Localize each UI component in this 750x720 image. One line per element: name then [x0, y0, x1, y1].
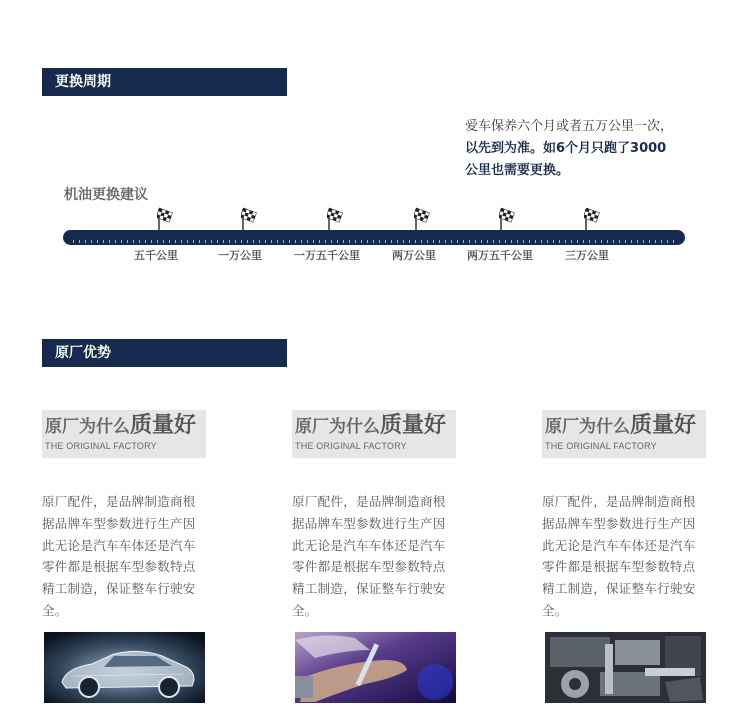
text-line: 原厂配件，是品牌制造商根 — [292, 494, 446, 509]
checkered-flag-icon — [584, 207, 604, 231]
timeline-title: 机油更换建议 — [64, 187, 148, 203]
text-line: 精工制造，保证整车行驶安全。 — [292, 581, 446, 618]
text-line: 零件都是根据车型参数特点 — [542, 559, 696, 575]
text-line: 零件都是根据车型参数特点 — [42, 559, 196, 575]
timeline-ticks — [73, 240, 675, 243]
milestone-label: 一万五千公里 — [294, 249, 360, 262]
text-line: 据品牌车型参数进行生产因 — [42, 515, 196, 531]
checkered-flag-icon — [241, 207, 261, 231]
text-line: 此无论是汽车车体还是汽车 — [542, 537, 696, 553]
hand-tool-image — [295, 632, 456, 703]
heading-subtitle: THE ORIGINAL FACTORY — [45, 441, 157, 451]
advantage-heading — [542, 410, 706, 458]
heading-emphasis: 质量好 — [130, 413, 197, 438]
xray-car-image — [44, 632, 205, 703]
heading-emphasis: 质量好 — [630, 413, 697, 438]
text-line: 此无论是汽车车体还是汽车 — [292, 537, 446, 553]
advantage-column — [542, 410, 722, 622]
text-line: 据品牌车型参数进行生产因 — [292, 515, 446, 531]
note-line-2: 以先到为准。如6个月只跑了3000 — [465, 141, 667, 156]
heading-emphasis: 质量好 — [380, 413, 447, 438]
milestone-label: 两万五千公里 — [467, 249, 533, 262]
advantage-column — [292, 410, 472, 622]
timeline-track — [63, 230, 685, 245]
heading-prefix: 原厂为什么 — [545, 417, 630, 437]
replacement-note — [465, 116, 725, 182]
heading-subtitle: THE ORIGINAL FACTORY — [545, 441, 657, 451]
advantage-text — [42, 491, 220, 622]
checkered-flag-icon — [414, 207, 434, 231]
advantage-text — [292, 491, 470, 622]
heading-prefix: 原厂为什么 — [45, 417, 130, 437]
heading-subtitle: THE ORIGINAL FACTORY — [295, 441, 407, 451]
advantage-text — [542, 491, 720, 622]
advantage-heading — [292, 410, 456, 458]
milestone-label: 五千公里 — [134, 249, 178, 262]
text-line: 原厂配件，是品牌制造商根 — [42, 494, 196, 509]
advantage-heading — [42, 410, 206, 458]
section-title-original-advantage: 原厂优势 — [42, 339, 287, 367]
text-line: 原厂配件，是品牌制造商根 — [542, 494, 696, 509]
checkered-flag-icon — [157, 207, 177, 231]
text-line: 精工制造，保证整车行驶安全。 — [42, 581, 196, 618]
text-line: 零件都是根据车型参数特点 — [292, 559, 446, 575]
note-line-1: 爱车保养六个月或者五万公里一次， — [465, 119, 674, 134]
text-line: 精工制造，保证整车行驶安全。 — [542, 581, 696, 618]
advantage-column — [42, 410, 222, 622]
text-line: 此无论是汽车车体还是汽车 — [42, 537, 196, 553]
checkered-flag-icon — [327, 207, 347, 231]
section-title-replacement-cycle: 更换周期 — [42, 68, 287, 96]
note-line-3: 公里也需要更换。 — [465, 163, 570, 178]
engine-image — [545, 632, 706, 703]
milestone-label: 两万公里 — [392, 249, 436, 262]
heading-prefix: 原厂为什么 — [295, 417, 380, 437]
text-line: 据品牌车型参数进行生产因 — [542, 515, 696, 531]
milestone-label: 一万公里 — [218, 249, 262, 262]
milestone-label: 三万公里 — [565, 249, 609, 262]
checkered-flag-icon — [499, 207, 519, 231]
